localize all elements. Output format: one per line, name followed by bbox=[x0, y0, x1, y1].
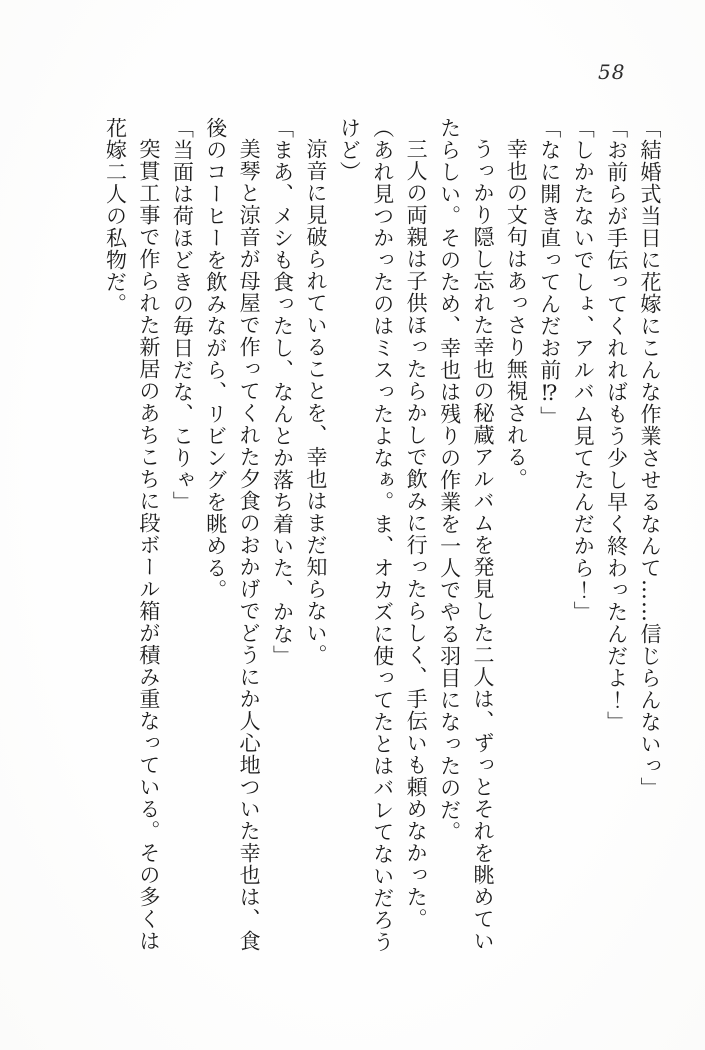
paragraph-dialogue-4: 「なに開き直ってんだお前⁉」 bbox=[537, 117, 562, 428]
paragraph-narration-5: 美琴と涼音が母屋で作ってくれた夕食のおかげでどうにか人心地ついた幸也は、食後のコーヒーを飲みながら、リビングを眺める。 bbox=[203, 117, 262, 952]
paragraph-narration-1: 幸也の文句はあっさり無視される。 bbox=[504, 138, 529, 490]
paragraph-dialogue-6: 「当面は荷ほどきの毎日だな、こりゃ」 bbox=[170, 117, 195, 513]
paragraph-narration-2: うっかり隠し忘れた幸也の秘蔵アルバムを発見した二人は、ずっとそれを眺めていたらしい。そのため、幸也は残りの作業を一人でやる羽目になったのだ。 bbox=[437, 117, 495, 952]
paragraph-narration-6: 突貫工事で作られた新居のあちこちに段ボール箱が積み重なっている。その多くは花嫁二人の私物だ。 bbox=[103, 117, 161, 952]
page-number: 58 bbox=[598, 60, 626, 84]
paragraph-dialogue-1: 「結婚式当日に花嫁にこんな作業させるなんて……信じらんないっ」 bbox=[638, 117, 662, 799]
paragraph-narration-4: 涼音に見破られていることを、幸也はまだ知らない。 bbox=[303, 138, 328, 666]
paragraph-dialogue-3: 「しかたないでしょ、アルバム見てたんだから！」 bbox=[571, 117, 596, 623]
paragraph-thought-1: （あれ見つかったのはミスったよなぁ。ま、オカズに使ってたとはバレてないだろうけど） bbox=[337, 117, 395, 953]
paragraph-dialogue-2: 「お前らが手伝ってくれればもう少し早く終わったんだよ！」 bbox=[604, 117, 629, 733]
paragraph-dialogue-5: 「まあ、メシも食ったし、なんとか落ち着いた、かな」 bbox=[270, 117, 295, 667]
paragraph-narration-3: 三人の両親は子供ほったらかしで飲みに行ったらしく、手伝いも頼めなかった。 bbox=[404, 138, 429, 930]
text-block bbox=[98, 117, 666, 957]
